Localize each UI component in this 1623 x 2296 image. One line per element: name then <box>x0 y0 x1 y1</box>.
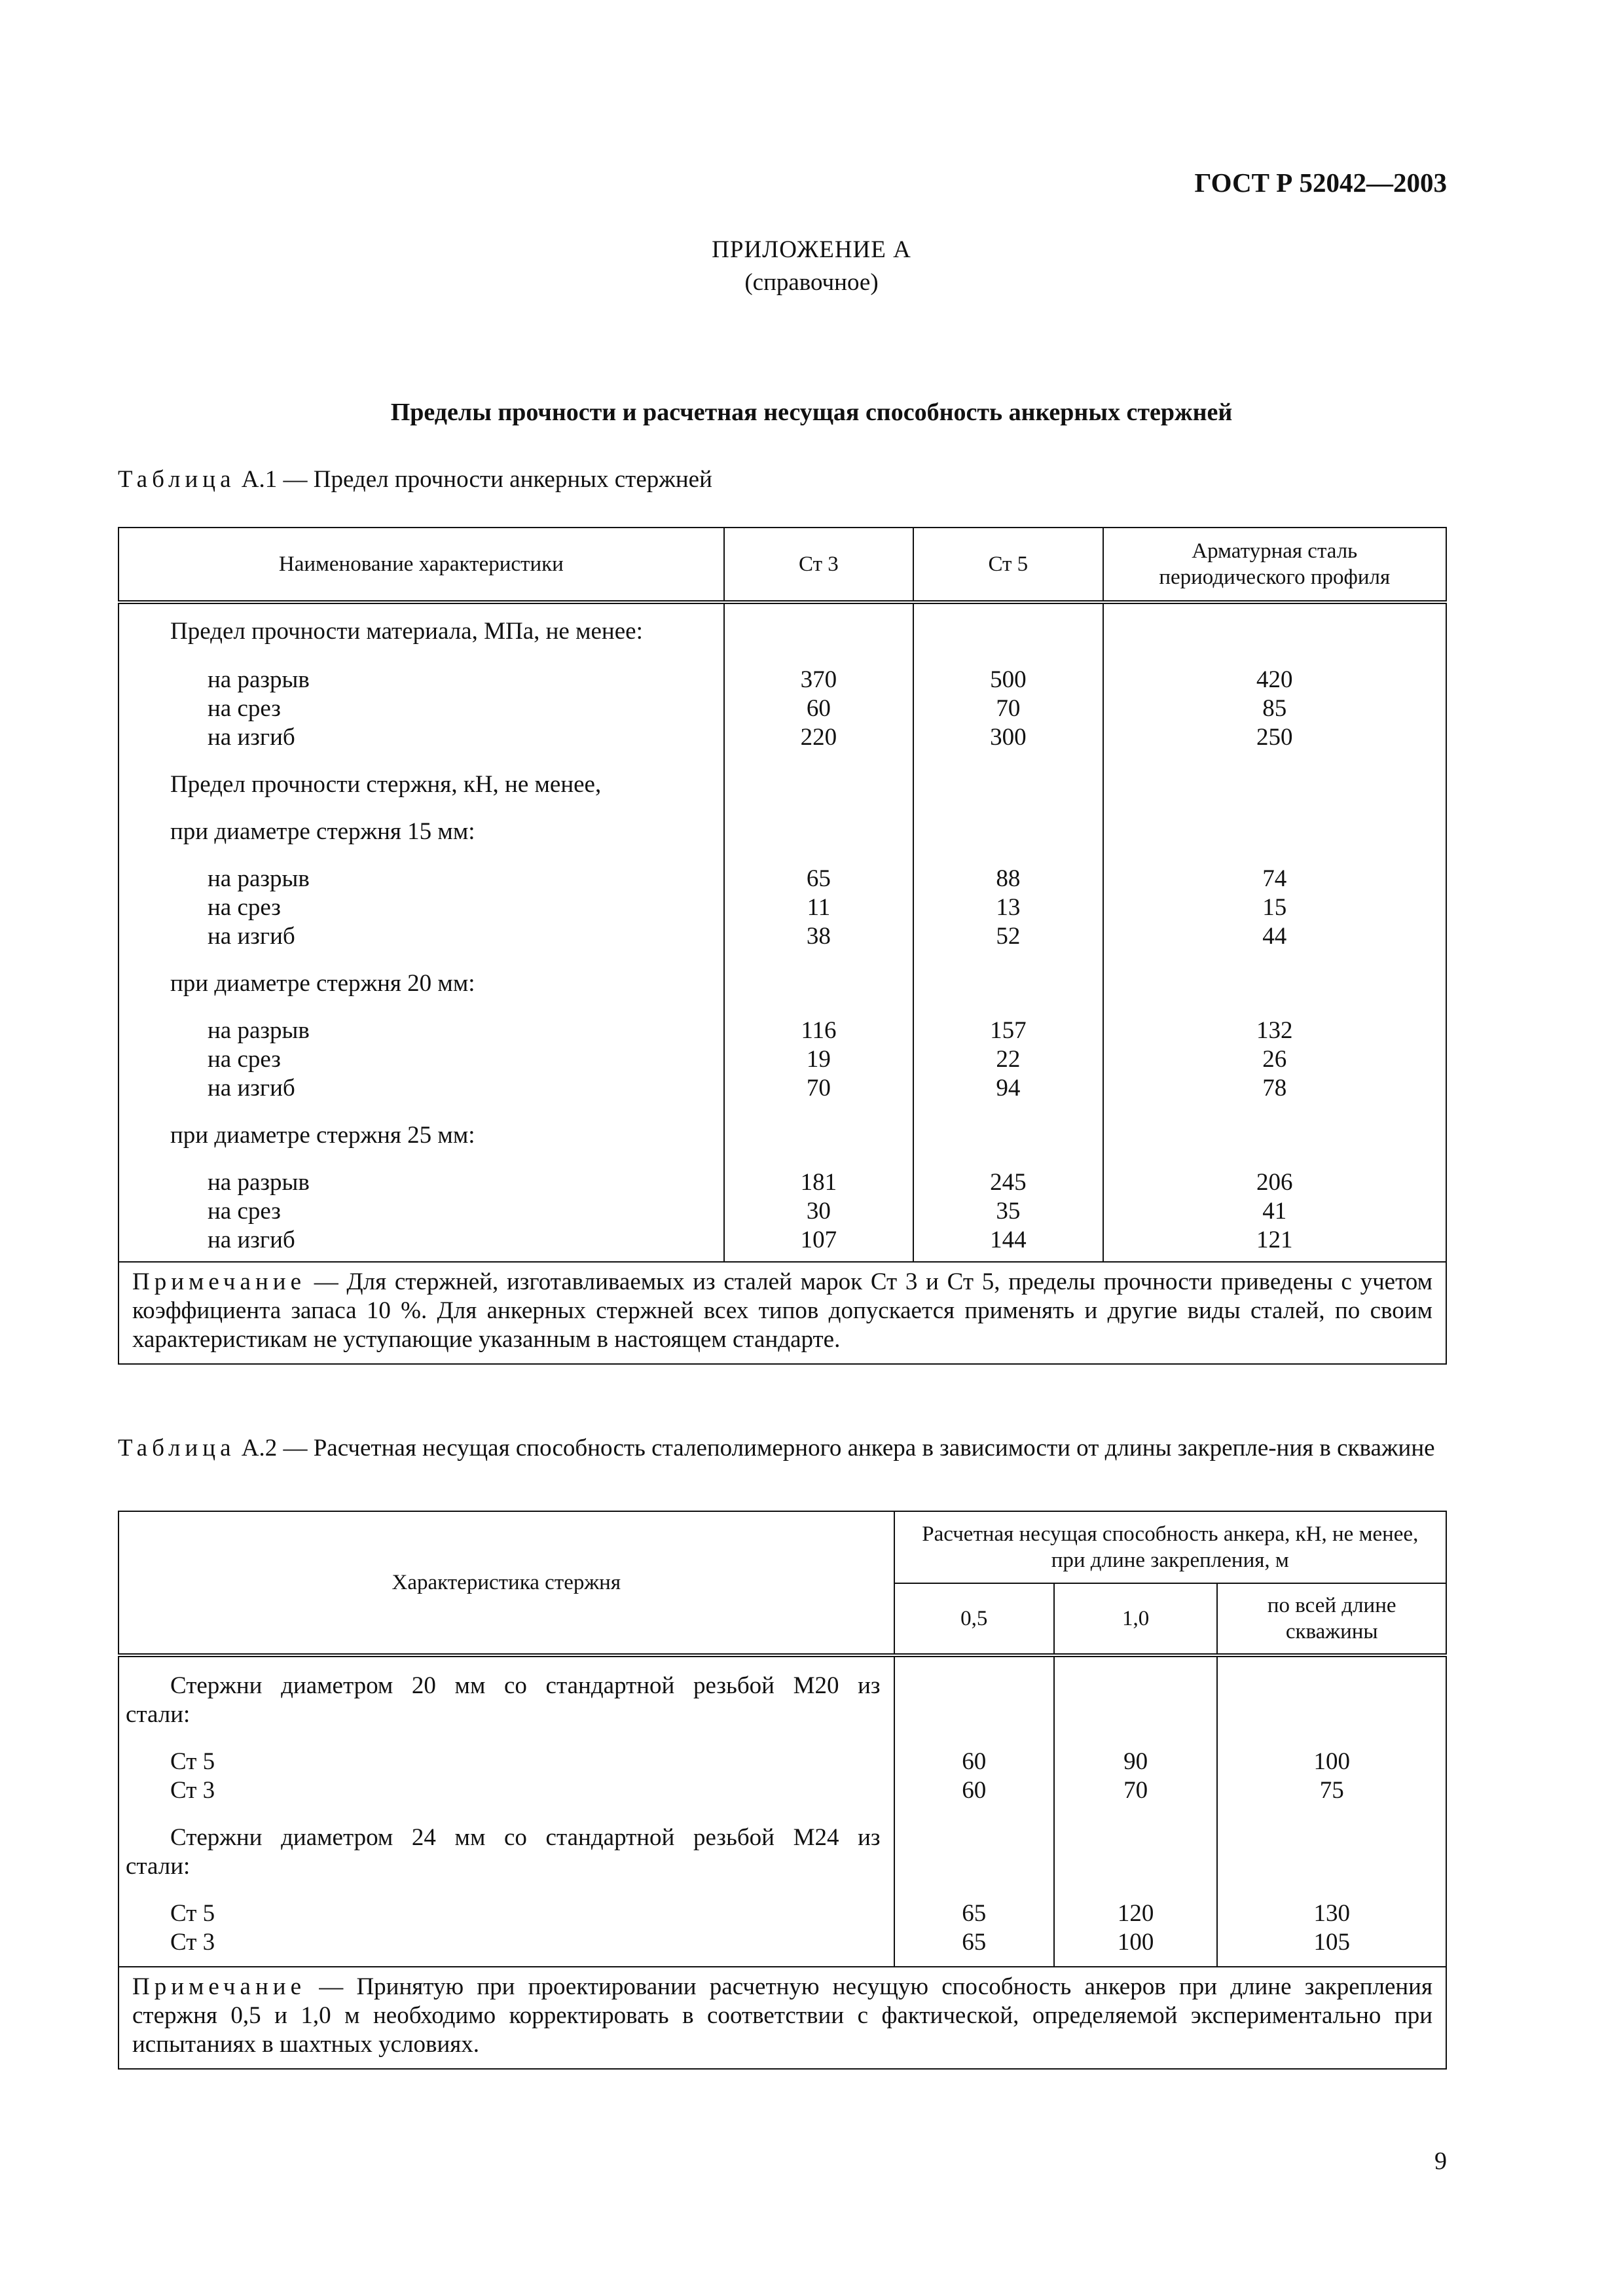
table1-header-st5: Ст 5 <box>913 528 1103 602</box>
table1-caption <box>118 465 1447 495</box>
value-cell: 70 <box>806 1075 831 1102</box>
row-label: на срез <box>208 1046 281 1073</box>
table1-note-label: Примечание <box>132 1268 306 1295</box>
table1-col-st5 <box>913 602 1103 1262</box>
value-cell: 245 <box>990 1169 1027 1196</box>
row-label: на разрыв <box>208 865 310 892</box>
table1-header-name: Наименование характеристики <box>119 528 724 602</box>
table2-caption <box>118 1433 1447 1463</box>
value-cell: 30 <box>806 1198 831 1225</box>
table1-dia15: при диаметре стержня 15 мм: <box>170 818 475 845</box>
table2-header-10: 1,0 <box>1054 1583 1217 1655</box>
table2-caption-label: Таблица <box>118 1435 236 1462</box>
table2-header-group: Расчетная несущая способность анкера, кН, не менее, при длине закрепления, м <box>894 1511 1446 1583</box>
value-cell: 13 <box>996 894 1021 921</box>
value-cell: 70 <box>996 695 1021 722</box>
table2-header-full: по всей длине скважины <box>1217 1583 1446 1655</box>
table2-col-10 <box>1054 1655 1217 1967</box>
value-cell: 420 <box>1256 666 1293 693</box>
value-cell: 88 <box>996 865 1021 892</box>
row-label: на изгиб <box>208 1227 295 1253</box>
row-label: на изгиб <box>208 923 295 950</box>
table-a1 <box>118 527 1447 1365</box>
value-cell: 144 <box>990 1227 1027 1253</box>
value-cell: 60 <box>962 1748 987 1775</box>
table1-col-st3 <box>724 602 913 1262</box>
table2-note <box>119 1967 1446 2069</box>
value-cell: 78 <box>1262 1075 1287 1102</box>
steel-label: Ст 5 <box>170 1900 215 1927</box>
value-cell: 100 <box>1117 1929 1154 1956</box>
value-cell: 75 <box>1319 1777 1344 1804</box>
steel-label: Ст 5 <box>170 1748 215 1775</box>
table1-note <box>119 1262 1446 1364</box>
value-cell: 44 <box>1262 923 1287 950</box>
value-cell: 130 <box>1313 1900 1350 1927</box>
table2-group2-line1: Стержни диаметром 24 мм со стандартной резьбой М24 из <box>170 1824 881 1851</box>
appendix-title: ПРИЛОЖЕНИЕ А <box>712 236 911 263</box>
value-cell: 60 <box>806 695 831 722</box>
table2-labels <box>119 1655 894 1967</box>
table2-header-05: 0,5 <box>894 1583 1054 1655</box>
table2-caption-text: А.2 — Расчетная несущая способность сталеполимерного анкера в зависимости от длины закрепле-ния в скважине <box>235 1435 1435 1462</box>
table2-col-05 <box>894 1655 1054 1967</box>
row-label: на разрыв <box>208 1017 310 1044</box>
table1-section-material: Предел прочности материала, МПа, не менее: <box>170 618 643 645</box>
table1-dia25: при диаметре стержня 25 мм: <box>170 1122 475 1149</box>
value-cell: 120 <box>1117 1900 1154 1927</box>
value-cell: 132 <box>1256 1017 1293 1044</box>
row-label: на изгиб <box>208 724 295 751</box>
table1-caption-label: Таблица <box>118 466 236 493</box>
table1-col-arm <box>1103 602 1446 1262</box>
table2-col-full <box>1217 1655 1446 1967</box>
row-label: на разрыв <box>208 666 310 693</box>
value-cell: 19 <box>806 1046 831 1073</box>
value-cell: 250 <box>1256 724 1293 751</box>
table2-header-char: Характеристика стержня <box>119 1511 894 1655</box>
value-cell: 65 <box>962 1929 987 1956</box>
table1-header-st3: Ст 3 <box>724 528 913 602</box>
value-cell: 94 <box>996 1075 1021 1102</box>
value-cell: 22 <box>996 1046 1021 1073</box>
value-cell: 157 <box>990 1017 1027 1044</box>
row-label: на срез <box>208 695 281 722</box>
value-cell: 90 <box>1123 1748 1148 1775</box>
value-cell: 38 <box>806 923 831 950</box>
value-cell: 11 <box>807 894 831 921</box>
value-cell: 300 <box>990 724 1027 751</box>
value-cell: 116 <box>801 1017 837 1044</box>
value-cell: 65 <box>962 1900 987 1927</box>
table1-labels <box>119 602 724 1262</box>
value-cell: 26 <box>1262 1046 1287 1073</box>
table-a2 <box>118 1511 1447 2070</box>
value-cell: 15 <box>1262 894 1287 921</box>
document-code: ГОСТ Р 52042—2003 <box>1194 168 1447 198</box>
value-cell: 35 <box>996 1198 1021 1225</box>
page-number: 9 <box>1434 2147 1447 2175</box>
value-cell: 41 <box>1262 1198 1287 1225</box>
value-cell: 181 <box>800 1169 837 1196</box>
value-cell: 65 <box>806 865 831 892</box>
value-cell: 370 <box>800 666 837 693</box>
appendix-subtitle: (справочное) <box>744 269 879 296</box>
row-label: на изгиб <box>208 1075 295 1102</box>
table2-group2-line2: стали: <box>126 1853 191 1880</box>
value-cell: 121 <box>1256 1227 1293 1253</box>
value-cell: 52 <box>996 923 1021 950</box>
row-label: на срез <box>208 1198 281 1225</box>
table2-group1-line1: Стержни диаметром 20 мм со стандартной резьбой М20 из <box>170 1672 881 1699</box>
value-cell: 107 <box>800 1227 837 1253</box>
table1-caption-text: А.1 — Предел прочности анкерных стержней <box>235 466 712 493</box>
value-cell: 105 <box>1313 1929 1350 1956</box>
value-cell: 60 <box>962 1777 987 1804</box>
main-heading: Пределы прочности и расчетная несущая способность анкерных стержней <box>390 399 1233 426</box>
value-cell: 85 <box>1262 695 1287 722</box>
value-cell: 500 <box>990 666 1027 693</box>
steel-label: Ст 3 <box>170 1777 215 1804</box>
table2-note-label: Примечание <box>132 1973 306 2000</box>
table2-note-text: — Принятую при проектировании расчетную несущую способность анкеров при длине закрепления стержня 0,5 и 1,0 м необходимо корректировать в соответствии с фактической, определяемой экспериментально при испытаниях в шахтных условиях. <box>132 1973 1432 2058</box>
value-cell: 100 <box>1313 1748 1350 1775</box>
value-cell: 220 <box>800 724 837 751</box>
value-cell: 74 <box>1262 865 1287 892</box>
table2-group1-line2: стали: <box>126 1701 191 1728</box>
row-label: на срез <box>208 894 281 921</box>
steel-label: Ст 3 <box>170 1929 215 1956</box>
value-cell: 70 <box>1123 1777 1148 1804</box>
value-cell: 206 <box>1256 1169 1293 1196</box>
table1-section-rod: Предел прочности стержня, кН, не менее, <box>170 771 602 798</box>
table1-note-text: — Для стержней, изготавливаемых из сталей марок Ст 3 и Ст 5, пределы прочности приведены с учетом коэффициента запаса 10 %. Для анкерных стержней всех типов допускается применять и другие виды сталей, по своим характеристикам не уступающие указанным в настоящем стандарте. <box>132 1268 1432 1353</box>
table1-header-arm: Арматурная сталь периодического профиля <box>1103 528 1446 602</box>
table1-dia20: при диаметре стержня 20 мм: <box>170 970 475 997</box>
row-label: на разрыв <box>208 1169 310 1196</box>
